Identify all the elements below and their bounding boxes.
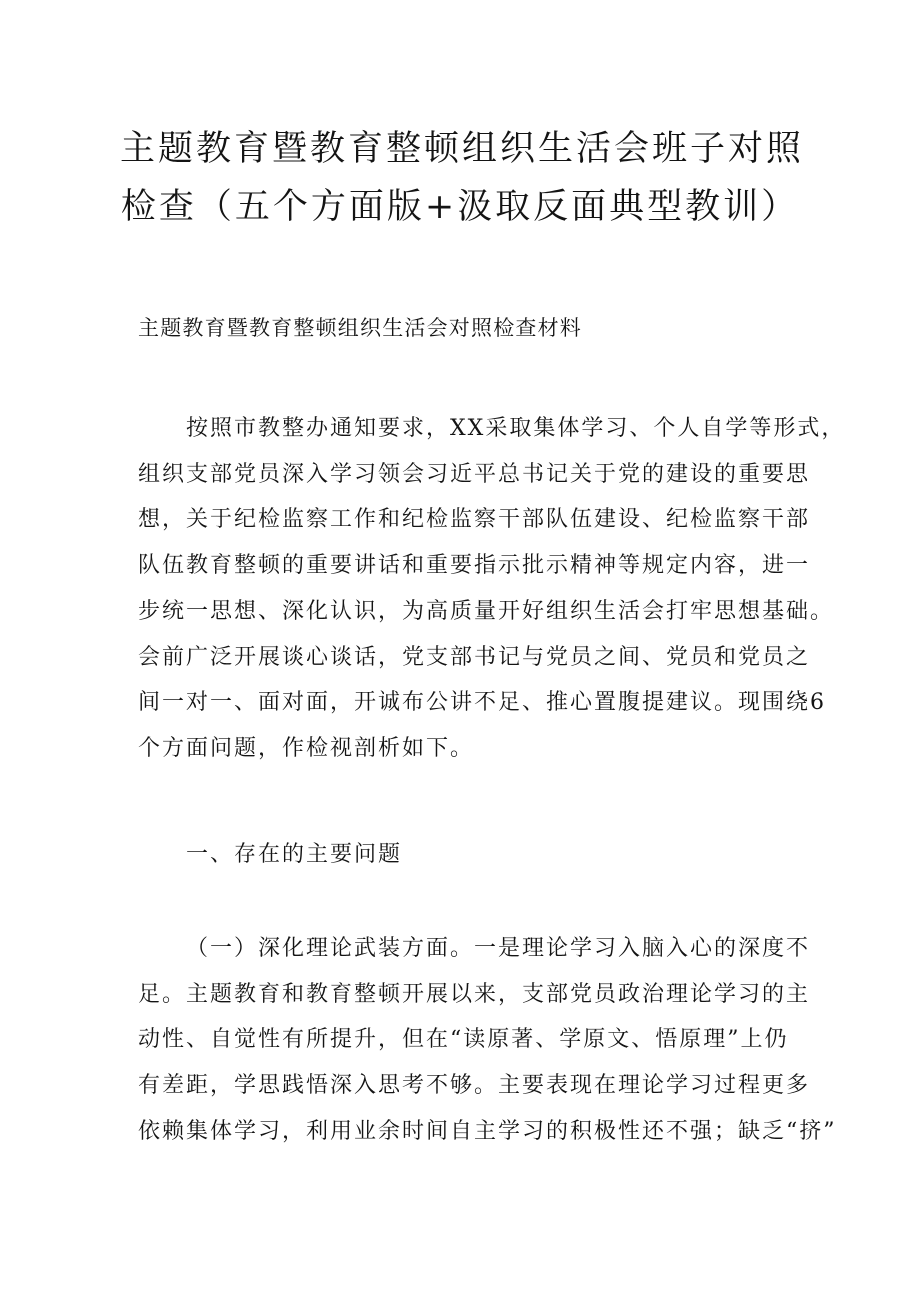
paragraph-line: 想，关于纪检监察工作和纪检监察干部队伍建设、纪检监察干部 xyxy=(138,507,811,533)
paragraph-line: 组织支部党员深入学习领会习近平总书记关于党的建设的重要思 xyxy=(138,461,811,487)
section-heading-text: 一、存在的主要问题 xyxy=(186,842,403,867)
title-line-2: 检查（五个方面版+汲取反面典型教训） xyxy=(120,187,800,227)
title-line-1: 主题教育暨教育整顿组织生活会班子对照 xyxy=(120,129,805,169)
paragraph-line: 个方面问题，作检视剖析如下。 xyxy=(138,735,475,761)
theory-paragraph xyxy=(138,926,837,1155)
paragraph-line: 队伍教育整顿的重要讲话和重要指示批示精神等规定内容，进一 xyxy=(138,553,811,579)
paragraph-line: 足。主题教育和教育整顿开展以来，支部党员政治理论学习的主 xyxy=(138,981,811,1007)
paragraph-line: 步统一思想、深化认识，为高质量开好组织生活会打牢思想基础。 xyxy=(138,598,835,624)
paragraph-line: 会前广泛开展谈心谈话，党支部书记与党员之间、党员和党员之 xyxy=(138,644,811,670)
paragraph-line: 动性、自觉性有所提升，但在“读原著、学原文、悟原理”上仍 xyxy=(138,1027,789,1053)
paragraph-line: （一）深化理论武装方面。一是理论学习入脑入心的深度不 xyxy=(186,936,811,961)
document-subtitle: 主题教育暨教育整顿组织生活会对照检查材料 xyxy=(138,316,582,340)
paragraph-line: 间一对一、面对面，开诚布公讲不足、推心置腹提建议。现围绕6 xyxy=(138,690,826,716)
paragraph-line: 依赖集体学习，利用业余时间自主学习的积极性还不强；缺乏“挤” xyxy=(138,1118,837,1144)
intro-paragraph xyxy=(138,406,846,772)
section-heading xyxy=(138,832,808,878)
paragraph-line: 有差距，学思践悟深入思考不够。主要表现在理论学习过程更多 xyxy=(138,1073,811,1099)
paragraph-line: 按照市教整办通知要求，XX采取集体学习、个人自学等形式， xyxy=(186,416,846,441)
document-title xyxy=(120,120,805,236)
